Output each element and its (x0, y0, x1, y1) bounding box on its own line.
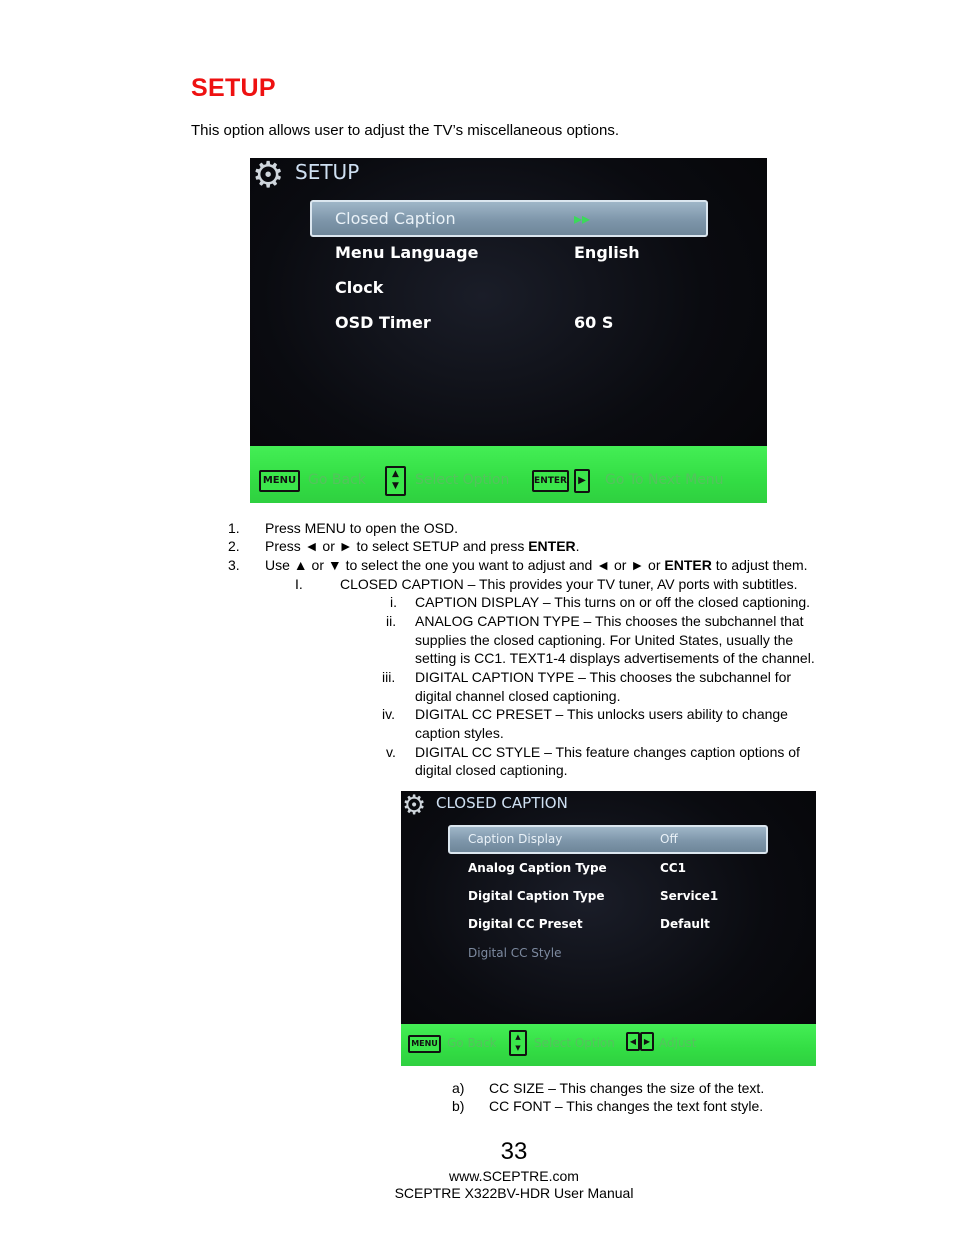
go-back-label: Go Back (308, 472, 366, 488)
step-number: 3. (228, 557, 240, 573)
footer-website: www.SCEPTRE.com (449, 1168, 579, 1184)
step-text (265, 537, 580, 555)
step-text (265, 556, 808, 574)
roman-text: caption styles. (415, 725, 504, 741)
osd-help-bar (250, 446, 767, 503)
alpha-text: CC FONT – This changes the text font style. (489, 1098, 764, 1114)
enter-key-icon: ENTER (532, 470, 569, 492)
osd-row-label: Clock (335, 278, 384, 297)
closed-caption-osd-screenshot (401, 791, 816, 1066)
select-option-label: Select Option (415, 472, 510, 488)
osd-row-value: CC1 (660, 861, 686, 875)
roman-text: DIGITAL CC STYLE – This feature changes caption options of (415, 744, 800, 760)
roman-number: v. (386, 744, 396, 760)
osd-help-bar (401, 1024, 816, 1066)
roman-number: i. (390, 594, 397, 610)
osd-row-closed-caption (310, 200, 708, 237)
step-text-part: Press MENU to open the OSD. (265, 520, 458, 536)
osd-row-digital-caption-type (448, 889, 764, 907)
osd-row-label: Digital Caption Type (468, 889, 605, 903)
adjust-label: Adjust (659, 1036, 697, 1050)
step-text (265, 519, 458, 537)
osd-row-caption-display (448, 825, 768, 854)
step-text-part: . (575, 538, 580, 554)
osd-row-label: Digital CC Style (468, 946, 562, 960)
roman-text: ANALOG CAPTION TYPE – This chooses the subchannel that (415, 613, 804, 629)
gear-icon: ⚙ (402, 791, 427, 821)
left-arrow-key-icon: ◀ (626, 1032, 640, 1051)
osd-row-analog-caption-type (448, 861, 764, 879)
substep-number: I. (295, 576, 303, 592)
alpha-number: b) (452, 1098, 465, 1114)
right-arrow-key-icon: ▶ (574, 469, 590, 493)
gear-icon: ⚙ (252, 158, 285, 196)
roman-text: supplies the closed captioning. For United States, usually the (415, 632, 794, 648)
osd-row-clock (310, 278, 704, 302)
osd-row-digital-cc-style (448, 946, 764, 964)
step-text-part: Press ◄ or ► to select SETUP and press (265, 538, 529, 554)
osd-title: CLOSED CAPTION (436, 794, 568, 812)
menu-key-icon: MENU (408, 1035, 441, 1053)
osd-row-label: OSD Timer (335, 313, 431, 332)
roman-text: digital channel closed captioning. (415, 688, 621, 704)
roman-text: setting is CC1. TEXT1-4 displays advertisements of the channel. (415, 650, 815, 666)
up-down-key-icon: ▲ ▼ (385, 466, 406, 496)
osd-row-menu-language (310, 243, 704, 267)
select-option-label: Select Option (534, 1036, 615, 1050)
roman-text: DIGITAL CAPTION TYPE – This chooses the subchannel for (415, 669, 792, 685)
osd-row-label: Analog Caption Type (468, 861, 607, 875)
step-text-part: to adjust them. (711, 557, 808, 573)
osd-row-label: Closed Caption (335, 209, 456, 228)
alpha-number: a) (452, 1080, 465, 1096)
step-text-part: Use ▲ or ▼ to select the one you want to adjust and ◄ or ► or (265, 557, 665, 573)
next-menu-label: Go To Next Menu (605, 472, 724, 488)
osd-row-value: English (574, 243, 640, 262)
roman-number: iii. (382, 669, 396, 685)
roman-text: CAPTION DISPLAY – This turns on or off the closed captioning. (415, 594, 811, 610)
double-arrow-icon: ▸▸ (574, 209, 591, 228)
menu-key-icon: MENU (259, 470, 300, 492)
osd-row-value: 60 S (574, 313, 614, 332)
osd-row-osd-timer (310, 313, 704, 337)
footer-manual-title: SCEPTRE X322BV-HDR User Manual (394, 1185, 634, 1201)
alpha-text: CC SIZE – This changes the size of the text. (489, 1080, 765, 1096)
roman-text: digital closed captioning. (415, 762, 568, 778)
substep-text: CLOSED CAPTION – This provides your TV tuner, AV ports with subtitles. (340, 576, 798, 592)
osd-row-value: Service1 (660, 889, 719, 903)
page-heading: SETUP (191, 74, 276, 102)
setup-osd-screenshot (250, 158, 767, 503)
roman-number: iv. (382, 706, 395, 722)
osd-title: SETUP (295, 160, 360, 184)
osd-row-label: Menu Language (335, 243, 479, 262)
roman-text: DIGITAL CC PRESET – This unlocks users ability to change (415, 706, 788, 722)
go-back-label: Go Back (447, 1036, 497, 1050)
right-arrow-key-icon: ▶ (640, 1032, 654, 1051)
osd-row-label: Caption Display (468, 832, 563, 846)
intro-text: This option allows user to adjust the TV’s miscellaneous options. (191, 122, 620, 139)
up-down-key-icon: ▲ ▼ (509, 1030, 527, 1056)
osd-row-value: Default (660, 917, 710, 931)
step-text-bold: ENTER (664, 557, 712, 573)
page-number: 33 (500, 1138, 528, 1165)
step-text-bold: ENTER (528, 538, 576, 554)
roman-number: ii. (386, 613, 397, 629)
step-number: 2. (228, 538, 240, 554)
osd-row-value: Off (660, 832, 678, 846)
osd-row-label: Digital CC Preset (468, 917, 583, 931)
step-number: 1. (228, 520, 240, 536)
osd-row-digital-cc-preset (448, 917, 764, 935)
